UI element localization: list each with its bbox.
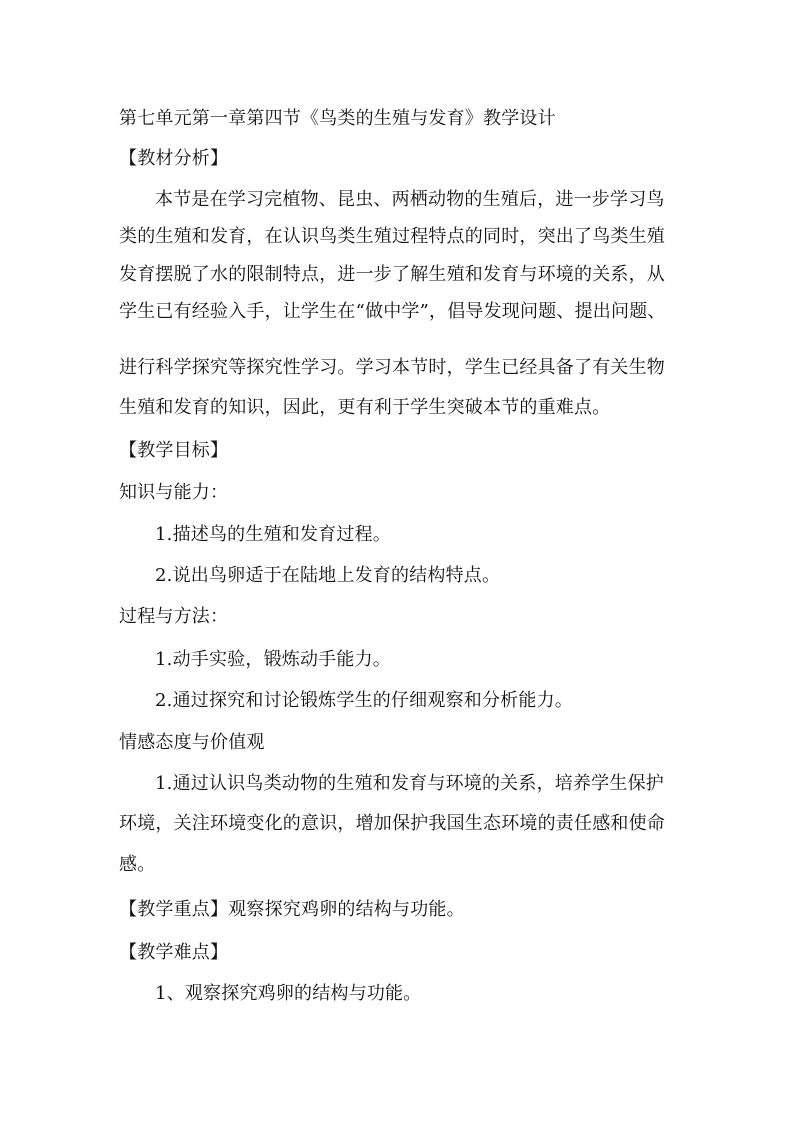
goal-emotion-line-3: 感。 [119, 854, 156, 875]
key-point: 【教学重点】观察探究鸡卵的结构与功能。 [119, 899, 465, 920]
goal-emotion-line-1: 1.通过认识鸟类动物的生殖和发育与环境的关系，培养学生保护 [155, 773, 664, 794]
heading-teaching-goals: 【教学目标】 [119, 440, 229, 461]
goal-knowledge-item-2: 2.说出鸟卵适于在陆地上发育的结构特点。 [155, 565, 501, 586]
goal-emotion-label: 情感态度与价值观 [119, 732, 265, 753]
analysis-line-1: 本节是在学习完植物、昆虫、两栖动物的生殖后，进一步学习鸟 [155, 189, 665, 210]
heading-material-analysis: 【教材分析】 [119, 148, 229, 169]
goal-knowledge-label: 知识与能力： [119, 482, 229, 503]
heading-difficult-point: 【教学难点】 [119, 942, 229, 963]
goal-process-item-1: 1.动手实验，锻炼动手能力。 [155, 649, 391, 670]
goal-knowledge-item-1: 1.描述鸟的生殖和发育过程。 [155, 524, 391, 545]
goal-process-label: 过程与方法： [119, 606, 229, 627]
analysis-line-5: 进行科学探究等探究性学习。学习本节时，学生已经具备了有关生物 [119, 357, 665, 378]
goal-emotion-line-2: 环境，关注环境变化的意识，增加保护我国生态环境的责任感和使命 [119, 813, 665, 834]
analysis-line-6: 生殖和发育的知识，因此，更有利于学生突破本节的重难点。 [119, 397, 611, 418]
analysis-line-3: 发育摆脱了水的限制特点，进一步了解生殖和发育与环境的关系，从 [119, 264, 665, 285]
analysis-line-2: 类的生殖和发育，在认识鸟类生殖过程特点的同时，突出了鸟类生殖 [119, 226, 665, 247]
document-title: 第七单元第一章第四节《鸟类的生殖与发育》教学设计 [119, 108, 556, 129]
goal-process-item-2: 2.通过探究和讨论锻炼学生的仔细观察和分析能力。 [155, 690, 573, 711]
difficult-point-item-1: 1、观察探究鸡卵的结构与功能。 [155, 983, 422, 1004]
analysis-line-4: 学生已有经验入手，让学生在“做中学”，倡导发现问题、提出问题、 [119, 301, 666, 322]
